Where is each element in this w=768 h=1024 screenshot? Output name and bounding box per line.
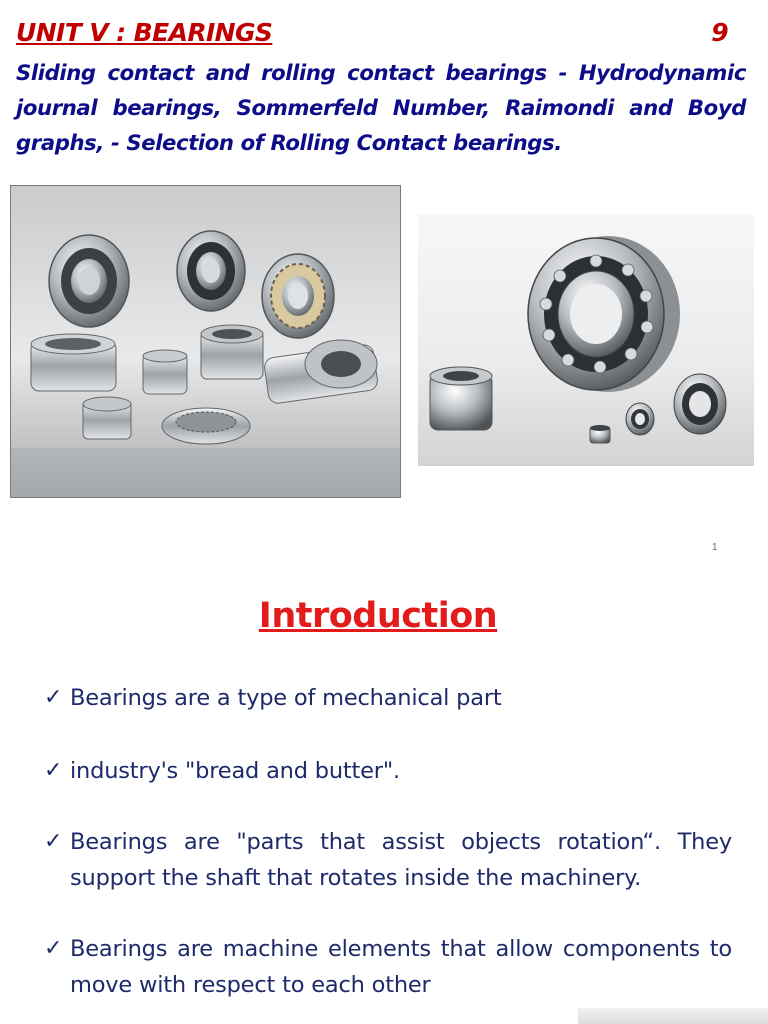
ball-bearings-image [418, 214, 754, 466]
slide-number: 1 [712, 542, 718, 553]
bullet-text: Bearings are machine elements that allow components to move with respect to each other [70, 936, 732, 998]
introduction-title: Introduction [258, 596, 498, 636]
check-icon: ✓ [44, 829, 63, 854]
bullet-item [44, 931, 732, 1003]
bullet-text: Bearings are "parts that assist objects rotation“. They support the shaft that rotates inside the machinery. [70, 829, 732, 891]
unit-hours: 9 [711, 18, 728, 47]
bullet-text: Bearings are a type of mechanical part [70, 685, 502, 711]
unit-syllabus: Sliding contact and rolling contact bearings - Hydrodynamic journal bearings, Sommerfeld Number, Raimondi and Boyd graphs, - Selection of Rolling Contact bearings. [16, 60, 746, 155]
check-icon: ✓ [44, 758, 63, 783]
bearings-assortment-photo [10, 185, 401, 498]
bullet-item [44, 753, 732, 789]
bullet-item [44, 680, 732, 716]
slide-2 [0, 570, 768, 1024]
bearings-assortment-image [11, 186, 400, 497]
check-icon: ✓ [44, 685, 63, 710]
check-icon: ✓ [44, 936, 63, 961]
ball-bearings-photo [418, 214, 754, 466]
page-edge-shadow [578, 1008, 768, 1024]
bullet-item [44, 824, 732, 896]
bullet-text: industry's "bread and butter". [70, 758, 400, 784]
unit-heading [16, 18, 728, 47]
unit-title: UNIT V : BEARINGS [16, 18, 273, 47]
